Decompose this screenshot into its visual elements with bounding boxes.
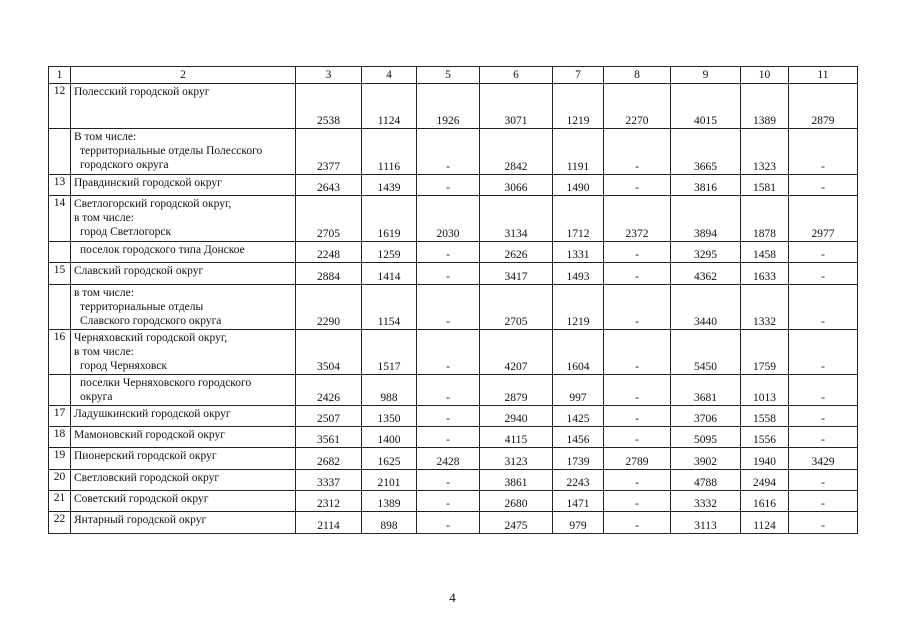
value-cell: - bbox=[604, 175, 671, 196]
value-cell: 1323 bbox=[741, 129, 789, 175]
row-index: 17 bbox=[49, 406, 71, 427]
value-cell: 3706 bbox=[671, 406, 741, 427]
value-cell: 2475 bbox=[480, 512, 553, 534]
value-cell: 2426 bbox=[296, 375, 362, 406]
table-row bbox=[49, 375, 858, 406]
district-name bbox=[71, 470, 296, 491]
value-cell: 2682 bbox=[296, 448, 362, 470]
value-cell: 2248 bbox=[296, 242, 362, 263]
value-cell: - bbox=[789, 512, 858, 534]
table-row bbox=[49, 448, 858, 470]
row-index: 19 bbox=[49, 448, 71, 470]
value-cell: - bbox=[604, 129, 671, 175]
value-cell: 3429 bbox=[789, 448, 858, 470]
table-row bbox=[49, 242, 858, 263]
table-row bbox=[49, 406, 858, 427]
value-cell: 1471 bbox=[553, 491, 604, 512]
district-name-line: округа bbox=[80, 391, 113, 403]
value-cell: - bbox=[789, 129, 858, 175]
value-cell: - bbox=[604, 285, 671, 330]
value-cell: 1259 bbox=[362, 242, 417, 263]
district-name-line: В том числе: bbox=[74, 131, 137, 143]
row-index: 12 bbox=[49, 84, 71, 129]
value-cell: 2977 bbox=[789, 196, 858, 242]
district-name-line: территориальные отделы bbox=[80, 301, 204, 313]
column-number: 11 bbox=[789, 67, 858, 84]
value-cell: - bbox=[417, 285, 480, 330]
column-number: 7 bbox=[553, 67, 604, 84]
value-cell: - bbox=[789, 175, 858, 196]
value-cell: 1350 bbox=[362, 406, 417, 427]
value-cell: 1124 bbox=[362, 84, 417, 129]
value-cell: 3332 bbox=[671, 491, 741, 512]
value-cell: 1458 bbox=[741, 242, 789, 263]
value-cell: 3665 bbox=[671, 129, 741, 175]
value-cell: - bbox=[789, 375, 858, 406]
row-index: 18 bbox=[49, 427, 71, 448]
value-cell: - bbox=[417, 242, 480, 263]
value-cell: - bbox=[417, 375, 480, 406]
table-row bbox=[49, 263, 858, 285]
value-cell: 3066 bbox=[480, 175, 553, 196]
value-cell: 1759 bbox=[741, 330, 789, 375]
row-index: 13 bbox=[49, 175, 71, 196]
district-name-line: в том числе: bbox=[74, 212, 134, 224]
value-cell: 2884 bbox=[296, 263, 362, 285]
district-name bbox=[71, 84, 296, 129]
value-cell: 1556 bbox=[741, 427, 789, 448]
value-cell: 1493 bbox=[553, 263, 604, 285]
value-cell: 1154 bbox=[362, 285, 417, 330]
value-cell: - bbox=[604, 406, 671, 427]
value-cell: 988 bbox=[362, 375, 417, 406]
value-cell: 3123 bbox=[480, 448, 553, 470]
district-name-line: Советский городской округ bbox=[74, 493, 209, 505]
district-name bbox=[71, 196, 296, 242]
value-cell: 1625 bbox=[362, 448, 417, 470]
district-name-line: Правдинский городской округ bbox=[74, 177, 222, 189]
value-cell: 3337 bbox=[296, 470, 362, 491]
value-cell: - bbox=[604, 470, 671, 491]
table-row bbox=[49, 196, 858, 242]
value-cell: 2114 bbox=[296, 512, 362, 534]
column-number: 10 bbox=[741, 67, 789, 84]
column-number: 4 bbox=[362, 67, 417, 84]
data-table bbox=[48, 66, 858, 534]
value-cell: - bbox=[417, 427, 480, 448]
value-cell: 2377 bbox=[296, 129, 362, 175]
value-cell: 979 bbox=[553, 512, 604, 534]
district-name-line: Светловский городской округ bbox=[74, 472, 220, 484]
district-name-line: Славского городского округа bbox=[80, 315, 222, 327]
value-cell: 2940 bbox=[480, 406, 553, 427]
value-cell: 2879 bbox=[789, 84, 858, 129]
value-cell: - bbox=[417, 470, 480, 491]
table-row bbox=[49, 427, 858, 448]
value-cell: 1619 bbox=[362, 196, 417, 242]
district-name-line: поселки Черняховского городского bbox=[80, 377, 252, 389]
value-cell: 2290 bbox=[296, 285, 362, 330]
district-name bbox=[71, 175, 296, 196]
district-name bbox=[71, 263, 296, 285]
column-number: 6 bbox=[480, 67, 553, 84]
column-number: 2 bbox=[71, 67, 296, 84]
value-cell: 1517 bbox=[362, 330, 417, 375]
value-cell: - bbox=[417, 512, 480, 534]
value-cell: 3440 bbox=[671, 285, 741, 330]
value-cell: 1414 bbox=[362, 263, 417, 285]
value-cell: 3071 bbox=[480, 84, 553, 129]
district-name bbox=[71, 427, 296, 448]
page-number: 4 bbox=[449, 590, 456, 605]
value-cell: 4015 bbox=[671, 84, 741, 129]
table-row bbox=[49, 491, 858, 512]
value-cell: - bbox=[604, 242, 671, 263]
district-name bbox=[71, 406, 296, 427]
table-row bbox=[49, 330, 858, 375]
district-name bbox=[71, 129, 296, 175]
district-name bbox=[71, 512, 296, 534]
value-cell: 2842 bbox=[480, 129, 553, 175]
column-number: 5 bbox=[417, 67, 480, 84]
district-name-line: в том числе: bbox=[74, 346, 134, 358]
value-cell: 2270 bbox=[604, 84, 671, 129]
value-cell: 1633 bbox=[741, 263, 789, 285]
table-row bbox=[49, 84, 858, 129]
row-index: 21 bbox=[49, 491, 71, 512]
district-name-line: город Светлогорск bbox=[80, 226, 172, 238]
district-name-line: Светлогорский городской округ, bbox=[74, 198, 232, 210]
value-cell: 2705 bbox=[296, 196, 362, 242]
value-cell: 1490 bbox=[553, 175, 604, 196]
table-row bbox=[49, 285, 858, 330]
value-cell: 2312 bbox=[296, 491, 362, 512]
value-cell: 3861 bbox=[480, 470, 553, 491]
value-cell: - bbox=[604, 512, 671, 534]
value-cell: 2680 bbox=[480, 491, 553, 512]
value-cell: 1389 bbox=[362, 491, 417, 512]
value-cell: 1878 bbox=[741, 196, 789, 242]
value-cell: - bbox=[789, 242, 858, 263]
district-name bbox=[71, 330, 296, 375]
value-cell: - bbox=[417, 129, 480, 175]
value-cell: - bbox=[789, 330, 858, 375]
value-cell: 997 bbox=[553, 375, 604, 406]
value-cell: - bbox=[417, 175, 480, 196]
value-cell: 2789 bbox=[604, 448, 671, 470]
row-index: 14 bbox=[49, 196, 71, 242]
district-name bbox=[71, 285, 296, 330]
value-cell: 898 bbox=[362, 512, 417, 534]
district-name-line: Пионерский городской округ bbox=[74, 450, 217, 462]
row-index bbox=[49, 285, 71, 330]
value-cell: 1013 bbox=[741, 375, 789, 406]
value-cell: - bbox=[604, 375, 671, 406]
value-cell: 3816 bbox=[671, 175, 741, 196]
value-cell: 3561 bbox=[296, 427, 362, 448]
row-index bbox=[49, 242, 71, 263]
value-cell: - bbox=[417, 263, 480, 285]
value-cell: 2101 bbox=[362, 470, 417, 491]
value-cell: 1558 bbox=[741, 406, 789, 427]
value-cell: 2428 bbox=[417, 448, 480, 470]
table-row bbox=[49, 470, 858, 491]
value-cell: 3113 bbox=[671, 512, 741, 534]
value-cell: 3295 bbox=[671, 242, 741, 263]
value-cell: 2494 bbox=[741, 470, 789, 491]
value-cell: 2643 bbox=[296, 175, 362, 196]
value-cell: - bbox=[789, 470, 858, 491]
row-index: 20 bbox=[49, 470, 71, 491]
value-cell: 1456 bbox=[553, 427, 604, 448]
value-cell: 1439 bbox=[362, 175, 417, 196]
value-cell: 1926 bbox=[417, 84, 480, 129]
value-cell: 1712 bbox=[553, 196, 604, 242]
value-cell: 1116 bbox=[362, 129, 417, 175]
value-cell: 1332 bbox=[741, 285, 789, 330]
value-cell: 3417 bbox=[480, 263, 553, 285]
value-cell: - bbox=[789, 263, 858, 285]
table-row bbox=[49, 175, 858, 196]
district-name-line bbox=[74, 99, 292, 113]
column-number: 1 bbox=[49, 67, 71, 84]
district-name-line: Полесский городской округ bbox=[74, 86, 210, 98]
value-cell: - bbox=[604, 491, 671, 512]
value-cell: 2626 bbox=[480, 242, 553, 263]
value-cell: 3504 bbox=[296, 330, 362, 375]
value-cell: - bbox=[417, 406, 480, 427]
district-name-line: Янтарный городской округ bbox=[74, 514, 207, 526]
district-name-line: в том числе: bbox=[74, 287, 134, 299]
table-body bbox=[49, 67, 858, 534]
column-number-row bbox=[49, 67, 858, 84]
value-cell: - bbox=[604, 427, 671, 448]
column-number: 3 bbox=[296, 67, 362, 84]
value-cell: 3902 bbox=[671, 448, 741, 470]
district-name bbox=[71, 491, 296, 512]
value-cell: 4362 bbox=[671, 263, 741, 285]
value-cell: 2705 bbox=[480, 285, 553, 330]
value-cell: 3134 bbox=[480, 196, 553, 242]
value-cell: 1191 bbox=[553, 129, 604, 175]
value-cell: 4207 bbox=[480, 330, 553, 375]
value-cell: 1331 bbox=[553, 242, 604, 263]
district-name bbox=[71, 448, 296, 470]
value-cell: 1581 bbox=[741, 175, 789, 196]
value-cell: 4788 bbox=[671, 470, 741, 491]
value-cell: - bbox=[789, 406, 858, 427]
value-cell: - bbox=[417, 330, 480, 375]
district-name-line: Славский городской округ bbox=[74, 265, 204, 277]
value-cell: 1940 bbox=[741, 448, 789, 470]
value-cell: - bbox=[789, 285, 858, 330]
table-row bbox=[49, 129, 858, 175]
table-row bbox=[49, 512, 858, 534]
value-cell: 1219 bbox=[553, 285, 604, 330]
district-name-line: Ладушкинский городской округ bbox=[74, 408, 231, 420]
district-name-line: город Черняховск bbox=[80, 360, 167, 372]
row-index: 15 bbox=[49, 263, 71, 285]
value-cell: - bbox=[789, 491, 858, 512]
value-cell: 3681 bbox=[671, 375, 741, 406]
row-index bbox=[49, 129, 71, 175]
value-cell: 1219 bbox=[553, 84, 604, 129]
value-cell: 5450 bbox=[671, 330, 741, 375]
value-cell: - bbox=[604, 263, 671, 285]
district-name-line: Мамоновский городской округ bbox=[74, 429, 225, 441]
value-cell: 1616 bbox=[741, 491, 789, 512]
row-index: 16 bbox=[49, 330, 71, 375]
value-cell: 2879 bbox=[480, 375, 553, 406]
row-index: 22 bbox=[49, 512, 71, 534]
value-cell: 4115 bbox=[480, 427, 553, 448]
district-name-line bbox=[74, 113, 292, 127]
column-number: 9 bbox=[671, 67, 741, 84]
value-cell: 1389 bbox=[741, 84, 789, 129]
district-name-line: территориальные отделы Полесского bbox=[80, 145, 263, 157]
district-name bbox=[71, 242, 296, 263]
value-cell: 1425 bbox=[553, 406, 604, 427]
value-cell: 1604 bbox=[553, 330, 604, 375]
district-name-line: городского округа bbox=[80, 159, 169, 171]
value-cell: 2030 bbox=[417, 196, 480, 242]
district-name bbox=[71, 375, 296, 406]
value-cell: 1400 bbox=[362, 427, 417, 448]
value-cell: 1124 bbox=[741, 512, 789, 534]
district-name-line: поселок городского типа Донское bbox=[80, 244, 245, 256]
value-cell: - bbox=[789, 427, 858, 448]
value-cell: 2243 bbox=[553, 470, 604, 491]
value-cell: - bbox=[417, 491, 480, 512]
value-cell: 2372 bbox=[604, 196, 671, 242]
column-number: 8 bbox=[604, 67, 671, 84]
district-name-line: Черняховский городской округ, bbox=[74, 332, 228, 344]
value-cell: 5095 bbox=[671, 427, 741, 448]
value-cell: 2507 bbox=[296, 406, 362, 427]
value-cell: 1739 bbox=[553, 448, 604, 470]
value-cell: - bbox=[604, 330, 671, 375]
value-cell: 3894 bbox=[671, 196, 741, 242]
value-cell: 2538 bbox=[296, 84, 362, 129]
row-index bbox=[49, 375, 71, 406]
